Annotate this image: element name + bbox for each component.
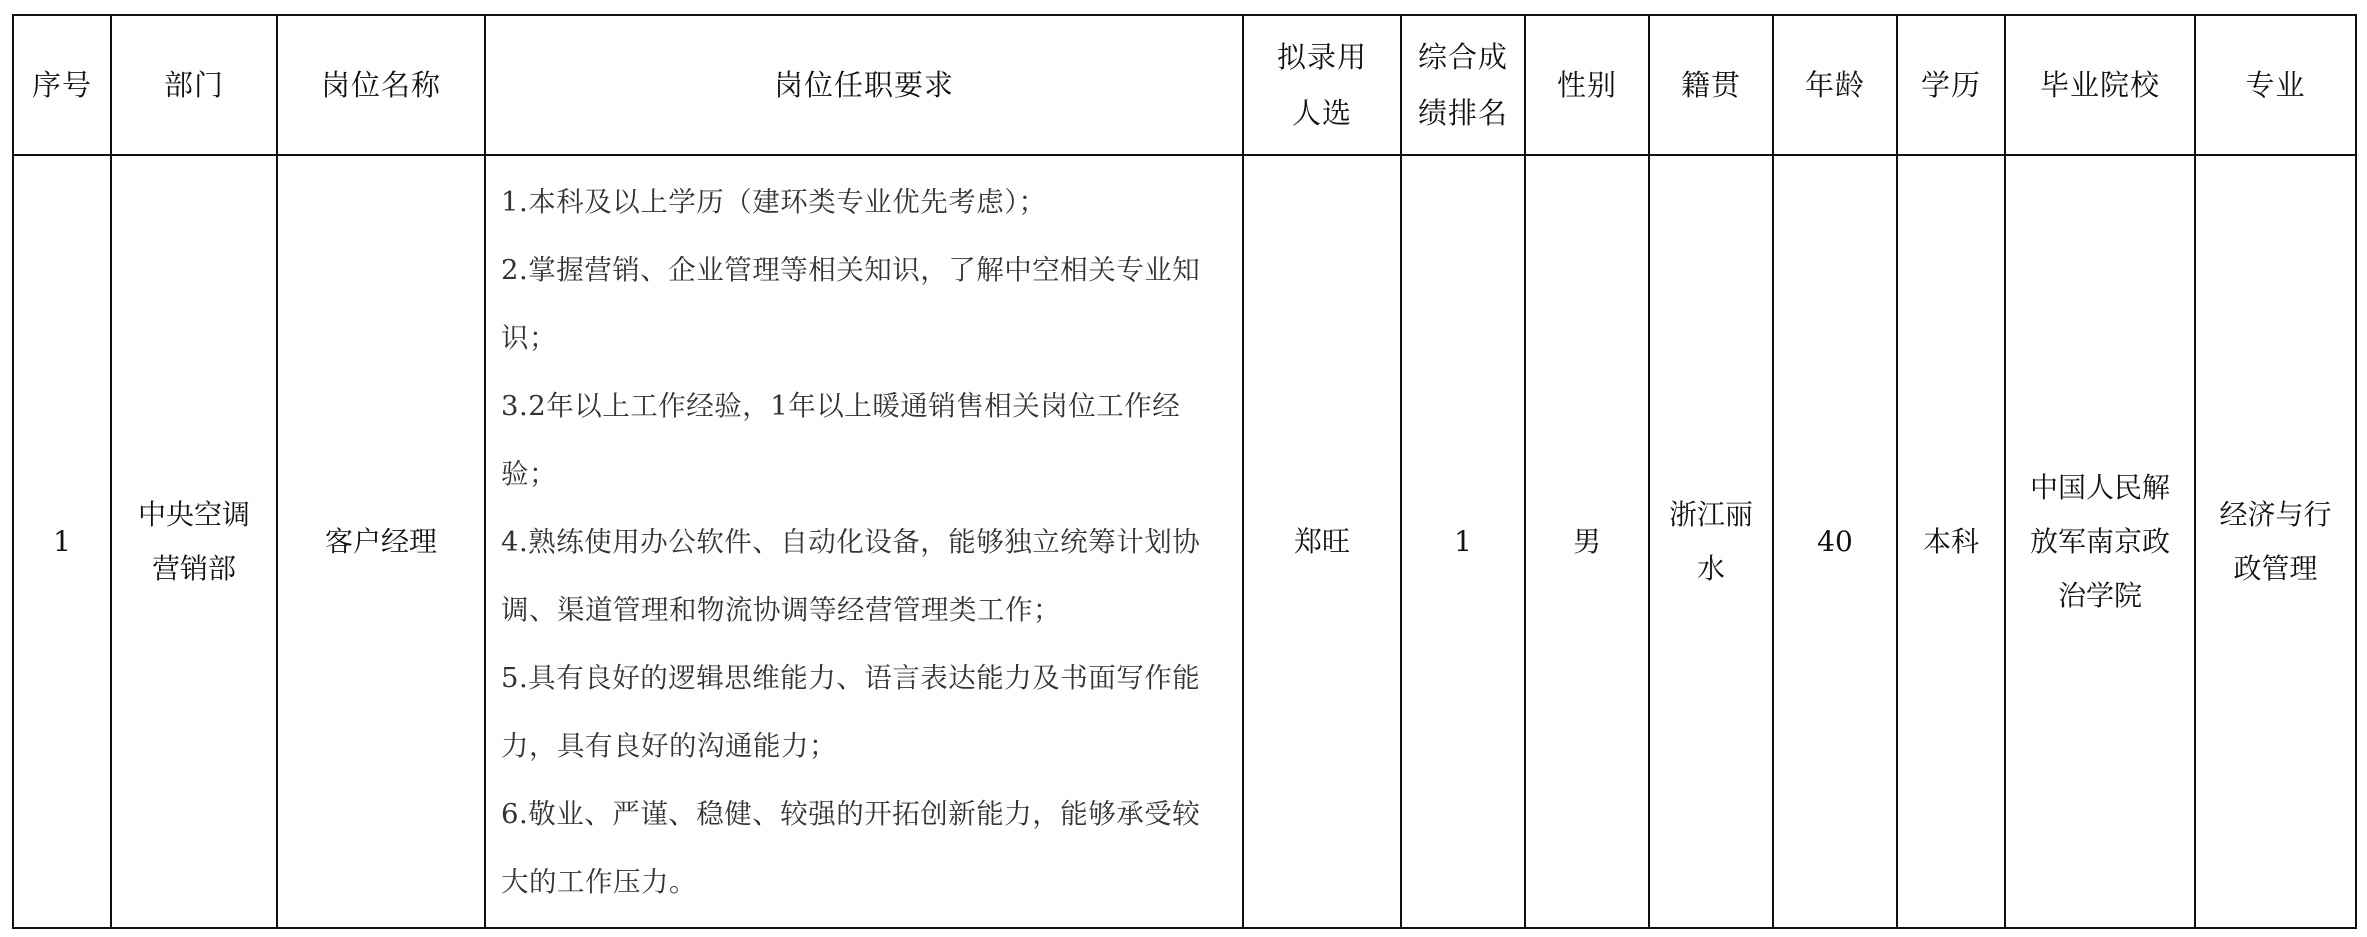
requirement-item-2: 2.掌握营销、企业管理等相关知识，了解中空相关专业知识； <box>501 253 1201 354</box>
header-position <box>277 15 485 155</box>
header-gender-label: 性别 <box>1556 68 1617 102</box>
requirement-item-3: 3.2年以上工作经验，1年以上暖通销售相关岗位工作经验； <box>501 389 1181 490</box>
candidate-value: 郑旺 <box>1293 524 1350 558</box>
header-rank <box>1401 15 1525 155</box>
header-department <box>111 15 277 155</box>
candidate-table <box>12 14 2357 929</box>
header-requirements-label: 岗位任职要求 <box>773 68 954 102</box>
cell-origin <box>1649 155 1773 928</box>
cell-major <box>2195 155 2356 928</box>
header-requirements <box>485 15 1243 155</box>
department-value: 中央空调营销部 <box>137 497 250 585</box>
header-index <box>13 15 111 155</box>
cell-age <box>1773 155 1897 928</box>
requirement-item-6: 6.敬业、严谨、稳健、较强的开拓创新能力，能够承受较大的工作压力。 <box>501 797 1201 898</box>
rank-value: 1 <box>1454 524 1472 558</box>
cell-education <box>1897 155 2005 928</box>
header-age <box>1773 15 1897 155</box>
age-value: 40 <box>1817 524 1853 558</box>
header-row <box>13 15 2356 155</box>
header-department-label: 部门 <box>163 68 224 102</box>
cell-position <box>277 155 485 928</box>
major-value: 经济与行政管理 <box>2219 497 2332 585</box>
cell-candidate <box>1243 155 1401 928</box>
cell-school <box>2005 155 2195 928</box>
header-gender <box>1525 15 1649 155</box>
requirement-item-5: 5.具有良好的逻辑思维能力、语言表达能力及书面写作能力，具有良好的沟通能力； <box>501 661 1201 762</box>
requirement-item-4: 4.熟练使用办公软件、自动化设备，能够独立统筹计划协调、渠道管理和物流协调等经营管理类工作； <box>501 525 1201 626</box>
cell-rank <box>1401 155 1525 928</box>
requirements-list <box>486 168 1242 916</box>
header-major-label: 专业 <box>2245 68 2306 102</box>
gender-value: 男 <box>1572 524 1601 558</box>
header-major <box>2195 15 2356 155</box>
header-school <box>2005 15 2195 155</box>
header-rank-label: 综合成绩排名 <box>1417 40 1508 130</box>
origin-value: 浙江丽水 <box>1668 497 1753 585</box>
cell-requirements <box>485 155 1243 928</box>
cell-index <box>13 155 111 928</box>
header-candidate <box>1243 15 1401 155</box>
cell-gender <box>1525 155 1649 928</box>
position-value: 客户经理 <box>324 524 437 558</box>
header-index-label: 序号 <box>31 68 92 102</box>
education-value: 本科 <box>1922 524 1979 558</box>
school-value: 中国人民解放军南京政治学院 <box>2029 470 2170 612</box>
header-education-label: 学历 <box>1920 68 1981 102</box>
header-origin-label: 籍贯 <box>1680 68 1741 102</box>
header-school-label: 毕业院校 <box>2039 68 2160 102</box>
index-value: 1 <box>53 524 71 558</box>
cell-department <box>111 155 277 928</box>
header-origin <box>1649 15 1773 155</box>
header-position-label: 岗位名称 <box>320 68 441 102</box>
table-header <box>13 15 2356 155</box>
header-education <box>1897 15 2005 155</box>
header-age-label: 年龄 <box>1804 68 1865 102</box>
header-candidate-label: 拟录用人选 <box>1276 40 1367 130</box>
requirement-item-1: 1.本科及以上学历（建环类专业优先考虑）； <box>501 185 1047 218</box>
table-body <box>13 155 2356 928</box>
table-row <box>13 155 2356 928</box>
